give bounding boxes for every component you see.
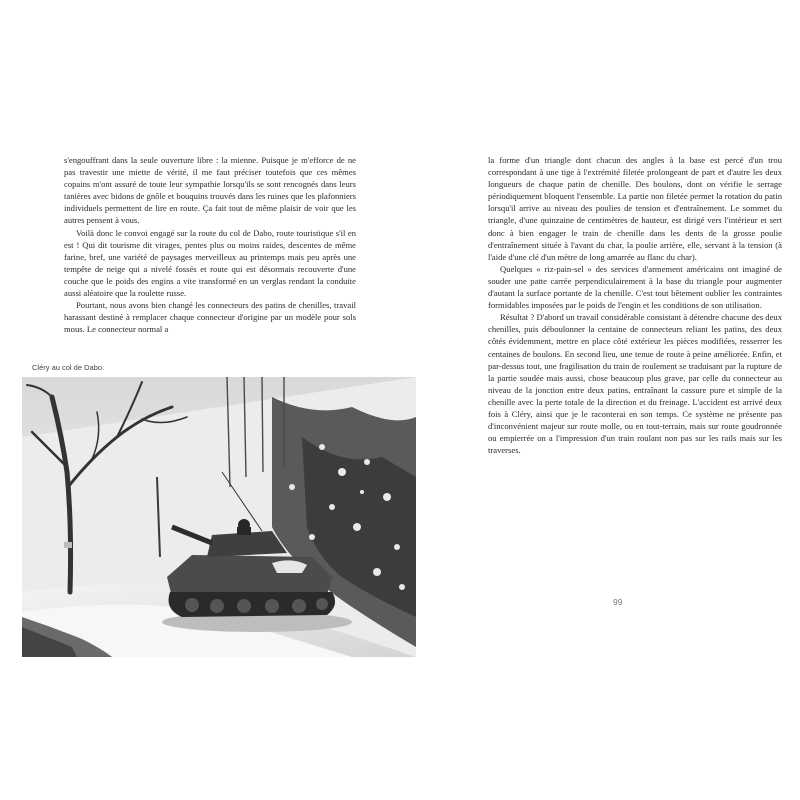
paragraph: Résultat ? D'abord un travail considérable consistant à détendre chacune des deux chenilles, puis déboulonner la centaine de connecteurs reliant les patins, des deux côtés évidemment, mettre en place côté extérieur les pièces modifiées, resserrer les centaines de boulons. En second lieu, une tenue de route à peine améliorée. Enfin, et par-dessus tout, une fragilisation du train de roulement se traduisant par la rupture de la partie soudée mais aussi, chose beaucoup plus grave, par celle du connecteur au niveau de la jonction entre deux patins, entraînant la cassure pure et simple de la chenille avec la perte totale de la direction et du freinage. L'accident est arrivé deux fois à Cléry, ainsi que je le raconterai en son temps. Ce système ne présente pas d'inconvénient majeur sur route molle, ou en tout-terrain, mais sur route goudronnée ou empierrée on a l'impression d'un train roulant non pas sur les rails mais sur les traverses. <box>488 312 782 456</box>
paragraph: s'engouffrant dans la seule ouverture libre : la mienne. Puisque je m'efforce de ne pas travestir une miette de vérité, il me faut préciser toutefois que ces mêmes copains m'ont assuré de toute leur sympathie lorsqu'ils se sont rencognés dans leurs tanières avec bidons de gnôle et bouquins trouvés dans les ruines que les plafonniers individuels permettent de lire en route. Ça fait tout de même plaisir de voir que les autres pensent à vous. <box>64 155 356 226</box>
left-page-text <box>64 154 356 335</box>
paragraph: la forme d'un triangle dont chacun des angles à la base est percé d'un trou correspondant à une tige à l'extrémité filetée prolongeant de part et d'autre les deux longueurs de chaque patin de chenille. Des boulons, dont on vérifie le serrage périodiquement bloquent l'ensemble. La partie non filetée permet la rotation du patin lorsqu'il arrive au niveau des poulies de tension et d'entraînement. Le sommet du triangle, d'une quinzaine de centimètres de hauteur, est dirigé vers l'intérieur et sert donc à bien engager le train de chenille dans les dents de la grosse poulie d'entraînement située à l'avant du char, la poulie arrière, elle, servant à la tension (à l'aide d'une clé d'un mètre de long amarrée au flanc du char). <box>488 155 782 262</box>
paragraph: Voilà donc le convoi engagé sur la route du col de Dabo, route touristique s'il en est ! Qui dit tourisme dit virages, pentes plus ou moins raides, descentes de même farine, bref, une variété de paysages merveilleux au printemps mais peu après une tempête de neige qui a nivelé fossés et route qui est désormais recouverte d'une couche que le poids des engins a vite transformé en un verglas rendant la conduite aussi aléatoire que la roulette russe. <box>64 227 356 299</box>
right-page <box>400 0 800 800</box>
paragraph: Pourtant, nous avons bien changé les connecteurs des patins de chenilles, travail harassant destiné à remplacer chaque connecteur d'origine par un modèle pour sols mous. Le connecteur normal a <box>64 300 356 335</box>
right-page-text <box>488 154 782 456</box>
tank-in-snow-photo <box>22 377 416 657</box>
page-number: 99 <box>613 597 623 607</box>
photo-caption: Cléry au col de Dabo. <box>32 363 105 372</box>
paragraph: Quelques « riz-pain-sel » des services d'armement américains ont imaginé de souder une patte carrée perpendiculairement à la base du triangle pour augmenter d'autant la surface portante de la chenille. C'est tout bêtement oublier les contraintes formidables imposées par le poids de l'engin et les conditions de son utilisation. <box>488 263 782 311</box>
